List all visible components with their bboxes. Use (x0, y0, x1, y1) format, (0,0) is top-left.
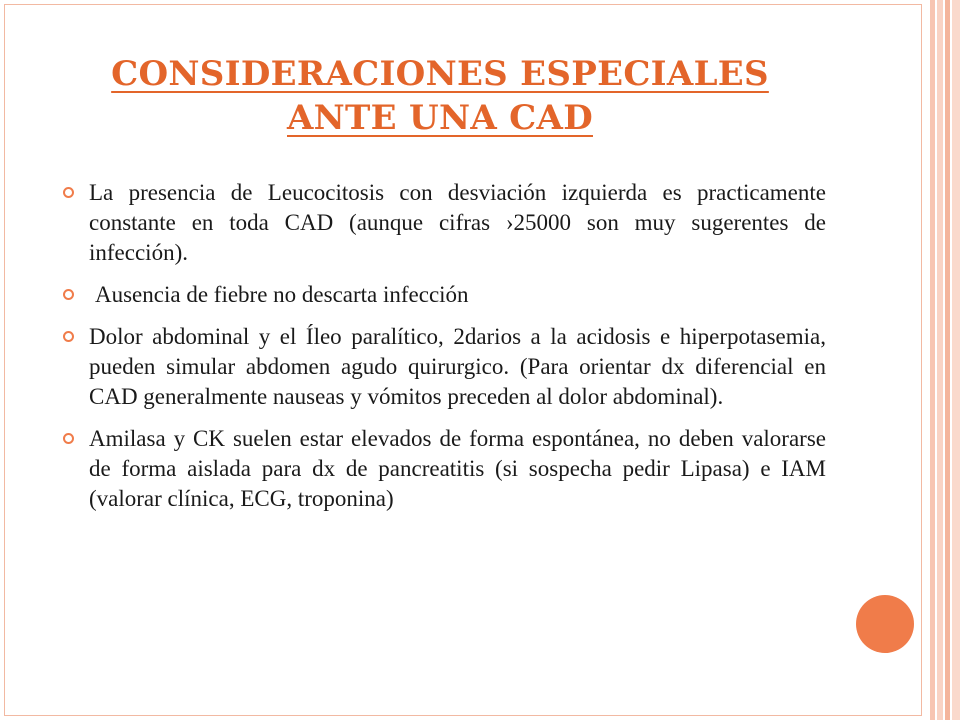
stripe (952, 0, 960, 720)
bullet-text: Amilasa y CK suelen estar elevados de forma espontánea, no deben valorarse de forma aislada para dx de pancreatitis (si sospecha pedir Lipasa) e IAM (valorar clínica, ECG, troponina) (89, 426, 826, 511)
bullet-item (60, 178, 826, 268)
bullet-ring-icon (63, 187, 74, 198)
bullet-text: Ausencia de fiebre no descarta infección (95, 282, 469, 307)
stripe (945, 0, 950, 720)
bullet-text: Dolor abdominal y el Íleo paralítico, 2darios a la acidosis e hiperpotasemia, pueden simular abdomen agudo quirurgico. (Para orientar dx diferencial en CAD generalmente nauseas y vómitos preceden al dolor abdominal). (89, 324, 826, 409)
title-line-1: CONSIDERACIONES ESPECIALES (111, 54, 769, 94)
slide-title (40, 52, 840, 140)
title-line-2: ANTE UNA CAD (287, 98, 593, 138)
bullet-item (60, 280, 826, 310)
bullet-item (60, 322, 826, 412)
stripe (930, 0, 935, 720)
bullet-list (60, 178, 826, 526)
decorative-stripes (930, 0, 960, 720)
bullet-item (60, 424, 826, 514)
bullet-text: La presencia de Leucocitosis con desviación izquierda es practicamente constante en toda CAD (aunque cifras ›25000 son muy sugerentes de infección). (89, 180, 826, 265)
decorative-circle (856, 595, 914, 653)
bullet-ring-icon (63, 433, 74, 444)
bullet-ring-icon (63, 289, 74, 300)
bullet-ring-icon (63, 331, 74, 342)
stripe (937, 0, 943, 720)
